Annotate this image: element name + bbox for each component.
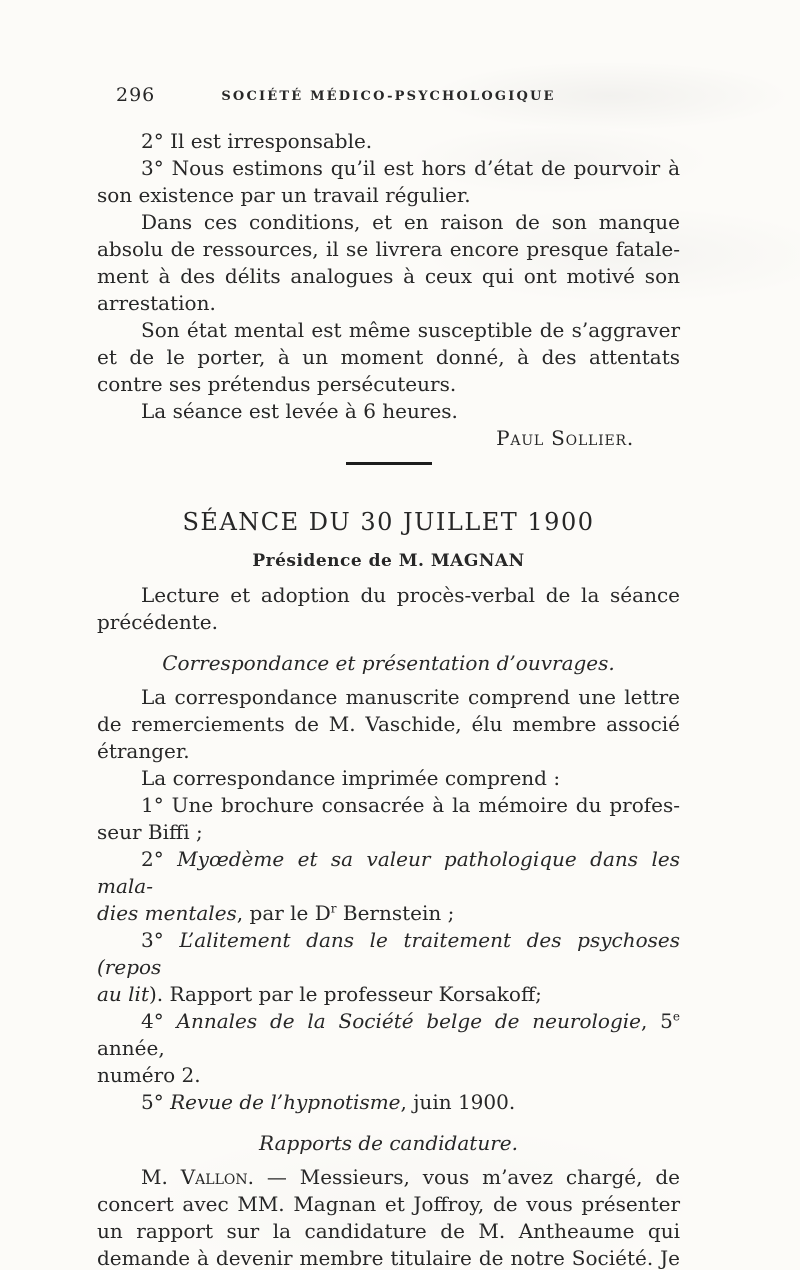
text-run: 4° (141, 1009, 177, 1033)
text-run: , juin 1900. (400, 1090, 516, 1114)
text-line (97, 900, 680, 927)
text-line (97, 236, 680, 263)
paragraph (97, 684, 680, 765)
page-header (97, 86, 680, 108)
text-run: La correspondance manuscrite comprend une lettre (141, 685, 680, 709)
text-line (97, 981, 680, 1008)
text-line (97, 819, 680, 846)
text-run: dies mentales (97, 901, 237, 925)
text-line (97, 398, 680, 425)
text-line (97, 582, 680, 609)
text-run: Bernstein ; (336, 901, 455, 925)
text-run: absolu de ressources, il se livrera encore presque fatale- (97, 237, 680, 261)
text-line (97, 1218, 680, 1245)
text-run: r (330, 901, 337, 916)
subsection-heading: Correspondance et présentation d’ouvrages. (162, 651, 615, 675)
text-run: ment à des délits analogues à ceux qui ont motivé son (97, 264, 680, 288)
text-line (97, 344, 680, 371)
text-line (97, 1245, 680, 1270)
text-line (97, 738, 680, 765)
text-line (97, 128, 680, 155)
paragraph (97, 792, 680, 846)
text-line (97, 684, 680, 711)
text-run: La correspondance imprimée comprend : (141, 766, 561, 790)
paragraph (97, 128, 680, 155)
text-run: Annales de la Société belge de neurologie (176, 1009, 641, 1033)
text-run: et de le porter, à un moment donné, à des attentats (97, 345, 680, 369)
text-line (97, 1062, 680, 1089)
signature: Paul Sollier. (496, 426, 634, 450)
presidency-heading: Présidence de M. MAGNAN (252, 551, 525, 571)
page-number: 296 (116, 84, 156, 106)
text-run: numéro 2. (97, 1063, 201, 1087)
text-run: demande à devenir membre titulaire de notre Société. Je (97, 1246, 680, 1270)
subsection-heading: Rapports de candidature. (259, 1131, 518, 1155)
text-run: e (672, 1009, 680, 1024)
text-run: un rapport sur la candidature de M. Antheaume qui (97, 1219, 680, 1243)
text-line (97, 182, 680, 209)
text-run: . — Messieurs, vous m’avez chargé, de (247, 1165, 680, 1189)
text-run: son existence par un travail régulier. (97, 183, 471, 207)
text-run: contre ses prétendus persécuteurs. (97, 372, 457, 396)
text-run: de remerciements de M. Vaschide, élu membre associé (97, 712, 680, 736)
text-line (97, 846, 680, 900)
text-run: , 5 (640, 1009, 673, 1033)
text-line (97, 711, 680, 738)
text-run: Myœdème et sa valeur pathologique dans les mala- (97, 847, 680, 898)
text-run: ). Rapport par le professeur Korsakoff; (149, 982, 542, 1006)
running-title: SOCIÉTÉ MÉDICO-PSYCHOLOGIQUE (221, 89, 556, 104)
paragraph (97, 1089, 680, 1116)
session-heading: SÉANCE DU 30 JUILLET 1900 (182, 508, 595, 536)
text-line (97, 1089, 680, 1116)
text-run: 1° Une brochure consacrée à la mémoire du profes- (141, 793, 680, 817)
paragraph (97, 155, 680, 209)
text-run: étranger. (97, 739, 190, 763)
text-run: 2° Il est irresponsable. (141, 129, 373, 153)
text-line (97, 263, 680, 290)
text-line (97, 765, 680, 792)
text-run: M. (141, 1165, 181, 1189)
text-run: Dans ces conditions, et en raison de son manque (141, 210, 680, 234)
text-line (97, 792, 680, 819)
page-content (97, 86, 680, 1270)
text-run: L’alitement dans le traitement des psychoses (repos (97, 928, 680, 979)
paragraph (97, 209, 680, 317)
text-line (97, 371, 680, 398)
paragraph (97, 317, 680, 398)
text-line (97, 290, 680, 317)
text-line (97, 609, 680, 636)
section-divider (346, 462, 432, 465)
text-line (97, 1008, 680, 1062)
text-run: 5° (141, 1090, 171, 1114)
text-line (97, 927, 680, 981)
paragraph (97, 927, 680, 1008)
text-run: Vallon (180, 1165, 248, 1189)
paragraph (97, 582, 680, 636)
text-run: La séance est levée à 6 heures. (141, 399, 458, 423)
text-run: Lecture et adoption du procès-verbal de la séance (141, 583, 680, 607)
text-line (97, 155, 680, 182)
text-run: 2° (141, 847, 178, 871)
paragraph (97, 1008, 680, 1089)
text-run: arrestation. (97, 291, 216, 315)
page-body (97, 128, 680, 1270)
text-line (97, 317, 680, 344)
text-line (97, 1191, 680, 1218)
text-run: , par le D (236, 901, 331, 925)
text-line (97, 1164, 680, 1191)
text-run: au lit (97, 982, 149, 1006)
text-run: 3° (141, 928, 180, 952)
text-run: Revue de l’hypnotisme (170, 1090, 401, 1114)
text-run: seur Biffi ; (97, 820, 203, 844)
text-run: précédente. (97, 610, 218, 634)
paragraph (97, 765, 680, 792)
text-line (97, 209, 680, 236)
text-run: année, (97, 1036, 165, 1060)
paragraph (97, 846, 680, 927)
text-run: concert avec MM. Magnan et Joffroy, de vous présenter (97, 1192, 680, 1216)
paragraph (97, 398, 680, 425)
text-run: 3° Nous estimons qu’il est hors d’état de pourvoir à (141, 156, 680, 180)
paragraph (97, 1164, 680, 1270)
text-run: Son état mental est même susceptible de s’aggraver (141, 318, 680, 342)
